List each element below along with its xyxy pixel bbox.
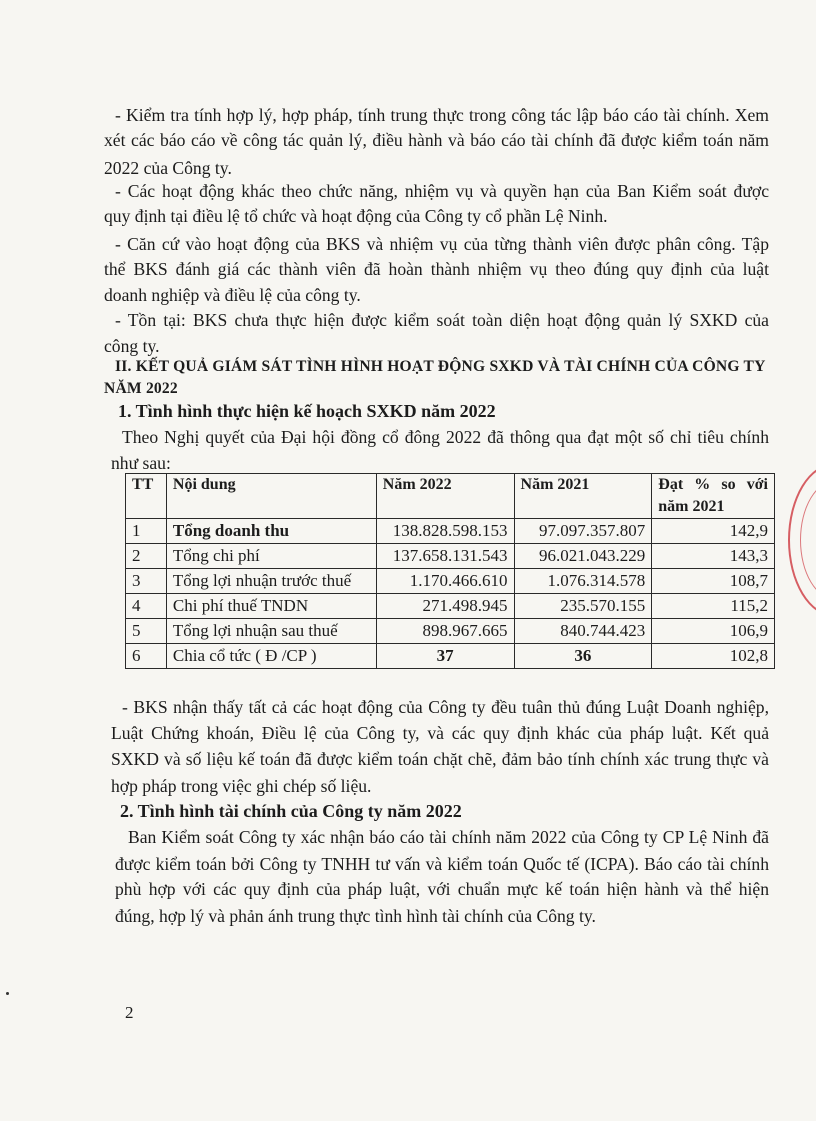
page-number: 2 [125,1003,134,1022]
cell-tt: 6 [126,644,167,669]
paragraph-line: Luật Chứng khoán, Điều lệ của Công ty, và các quy định khác của pháp luật. Kết quả [111,723,769,743]
section-heading: II. KẾT QUẢ GIÁM SÁT TÌNH HÌNH HOẠT ĐỘNG SXKD VÀ TÀI CHÍNH CỦA CÔNG TY [115,358,766,375]
paragraph-line: phù hợp với các quy định của pháp luật, với chuẩn mực kế toán hiện hành và thể hiện [115,879,769,899]
cell-2021: 97.097.357.807 [514,519,652,544]
paragraph-line: công ty. [104,336,160,356]
paragraph-line: đúng, hợp lý và phản ánh trung thực tình hình tài chính của Công ty. [115,906,596,926]
cell-pct: 115,2 [652,594,775,619]
cell-tt: 3 [126,569,167,594]
cell-2022: 898.967.665 [376,619,514,644]
header-pct-line1: Đạt % so với [658,476,768,493]
paragraph-line: - Các hoạt động khác theo chức năng, nhiệm vụ và quyền hạn của Ban Kiểm soát được [115,181,769,201]
intro-line: như sau: [111,453,171,473]
cell-content: Chi phí thuế TNDN [166,594,376,619]
table-header-row [126,474,775,519]
subheading-sxkd: 1. Tình hình thực hiện kế hoạch SXKD năm 2022 [118,401,496,421]
paragraph-line: SXKD và số liệu kế toán đã được kiểm toán chặt chẽ, đảm bảo tính chính xác trung thực và [111,749,769,769]
cell-pct: 106,9 [652,619,775,644]
table-row [126,544,775,569]
header-pct-line2: năm 2021 [658,498,725,515]
cell-content: Tổng lợi nhuận trước thuế [166,569,376,594]
paragraph-line: được kiểm toán bởi Công ty TNHH tư vấn và kiểm toán Quốc tế (ICPA). Báo cáo tài chính [115,854,769,874]
cell-2021: 96.021.043.229 [514,544,652,569]
cell-2022: 271.498.945 [376,594,514,619]
cell-tt: 1 [126,519,167,544]
cell-content: Tổng lợi nhuận sau thuế [166,619,376,644]
header-2021: Năm 2021 [514,474,652,519]
results-table [125,473,775,669]
paragraph-line: hợp pháp trong việc ghi chép số liệu. [111,776,372,796]
table-row [126,619,775,644]
paragraph-line: - Tồn tại: BKS chưa thực hiện được kiểm soát toàn diện hoạt động quản lý SXKD của [115,310,769,330]
cell-tt: 2 [126,544,167,569]
cell-content: Tổng chi phí [166,544,376,569]
cell-2021: 1.076.314.578 [514,569,652,594]
table-row [126,519,775,544]
cell-2021: 36 [514,644,652,669]
header-content: Nội dung [166,474,376,519]
paragraph-line: thể BKS đánh giá các thành viên đã hoàn thành nhiệm vụ theo đúng quy định của luật [104,259,769,279]
header-tt: TT [126,474,167,519]
section-heading-cont: NĂM 2022 [104,380,178,397]
table-row [126,644,775,669]
paragraph-line: - Căn cứ vào hoạt động của BKS và nhiệm vụ của từng thành viên được phân công. Tập [115,234,769,254]
cell-2022: 137.658.131.543 [376,544,514,569]
table-row [126,594,775,619]
table-row [126,569,775,594]
paragraph-line: - Kiểm tra tính hợp lý, hợp pháp, tính trung thực trong công tác lập báo cáo tài chính. Xem [115,105,769,125]
paragraph-line: xét các báo cáo về công tác quản lý, điều hành và báo cáo tài chính đã được kiểm toán năm [104,130,769,150]
cell-content: Chia cổ tức ( Đ /CP ) [166,644,376,669]
paragraph-line: quy định tại điều lệ tổ chức và hoạt động của Công ty cổ phần Lệ Ninh. [104,206,608,226]
paragraph-line: doanh nghiệp và điều lệ của công ty. [104,285,361,305]
cell-pct: 142,9 [652,519,775,544]
cell-2022: 37 [376,644,514,669]
intro-line: Theo Nghị quyết của Đại hội đồng cổ đông 2022 đã thông qua đạt một số chỉ tiêu chính [122,427,769,447]
header-2022: Năm 2022 [376,474,514,519]
header-pct [652,474,775,519]
paragraph-line: Ban Kiểm soát Công ty xác nhận báo cáo tài chính năm 2022 của Công ty CP Lệ Ninh đã [128,827,769,847]
cell-2021: 840.744.423 [514,619,652,644]
cell-pct: 108,7 [652,569,775,594]
cell-2022: 1.170.466.610 [376,569,514,594]
paragraph-line: - BKS nhận thấy tất cả các hoạt động của Công ty đều tuân thủ đúng Luật Doanh nghiệp, [122,697,769,717]
paragraph-line: 2022 của Công ty. [104,158,232,178]
cell-content: Tổng doanh thu [166,519,376,544]
scan-speck [6,992,9,995]
subheading-finance: 2. Tình hình tài chính của Công ty năm 2022 [120,801,462,821]
cell-tt: 4 [126,594,167,619]
cell-2021: 235.570.155 [514,594,652,619]
cell-tt: 5 [126,619,167,644]
cell-2022: 138.828.598.153 [376,519,514,544]
cell-pct: 102,8 [652,644,775,669]
cell-pct: 143,3 [652,544,775,569]
